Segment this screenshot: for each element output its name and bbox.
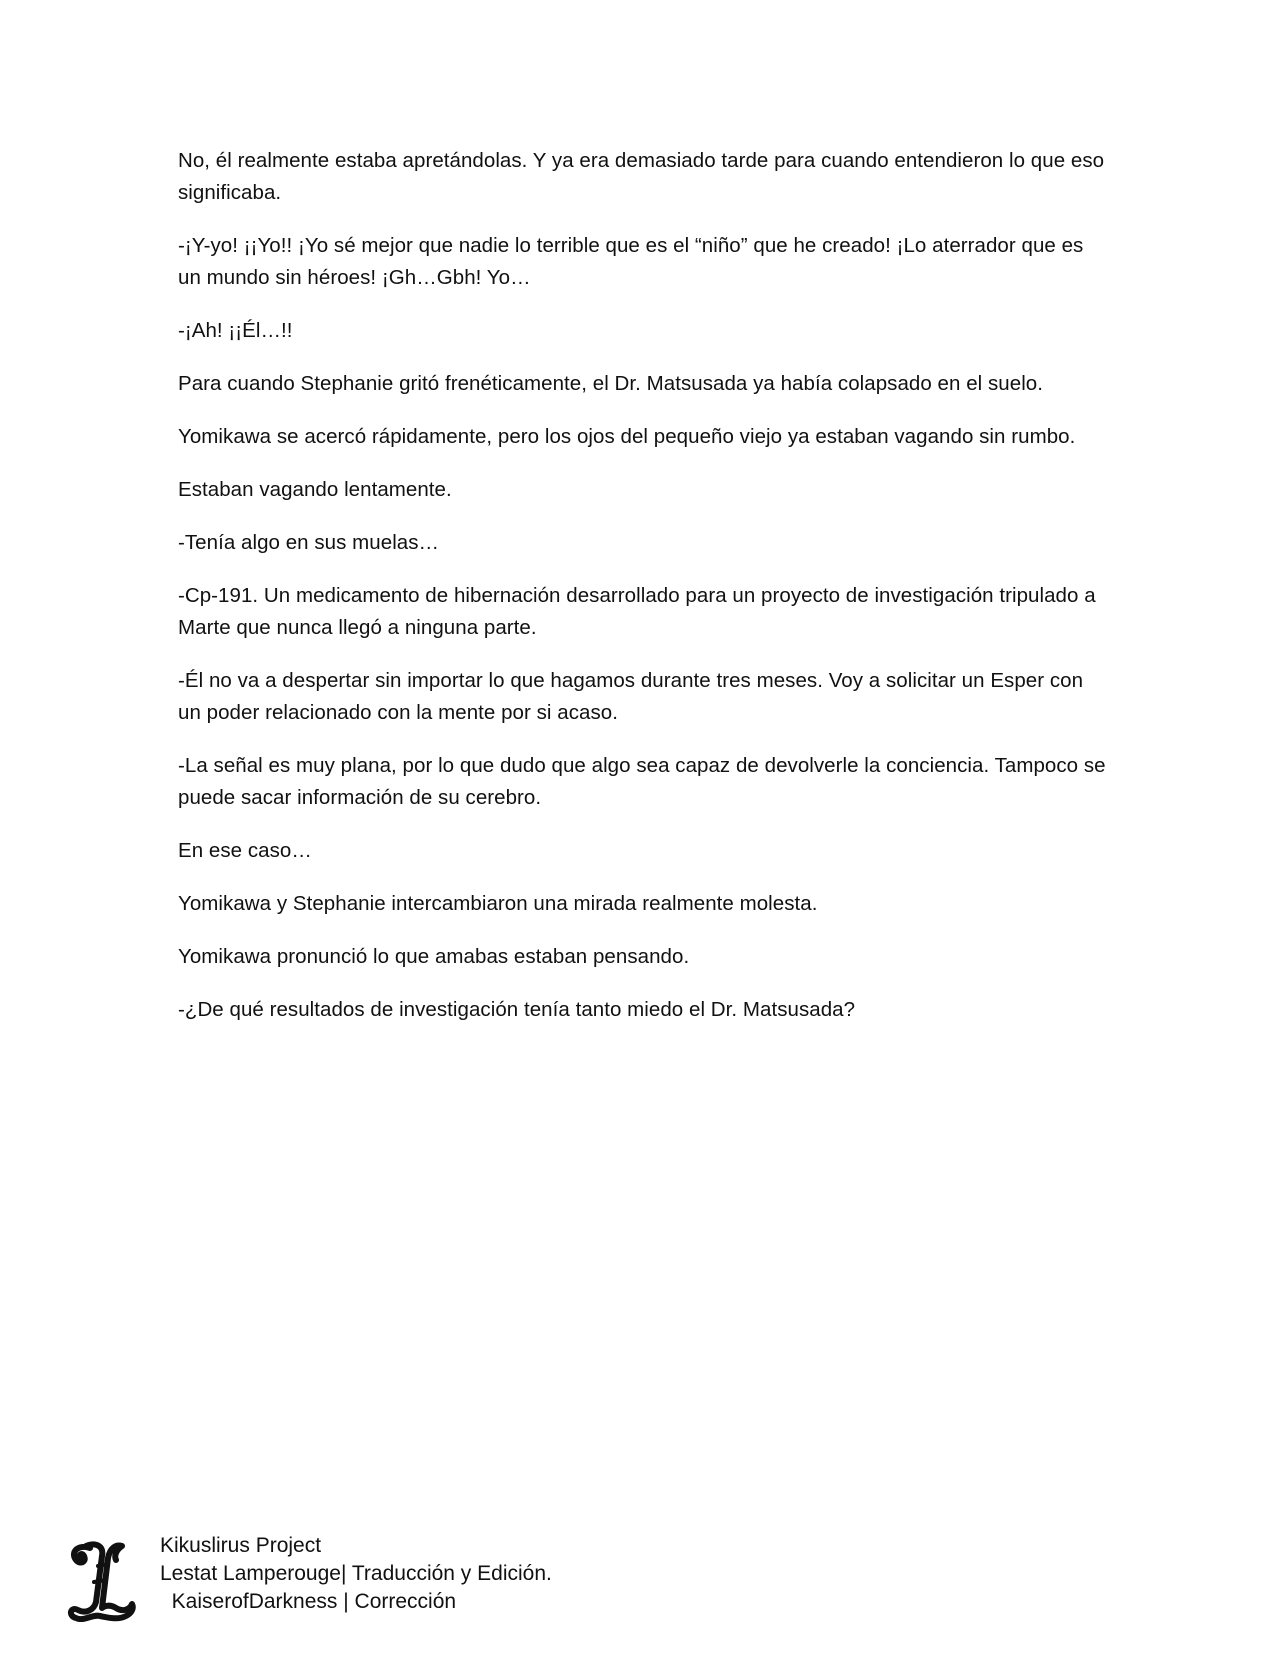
paragraph: En ese caso… — [178, 839, 312, 862]
paragraph: Yomikawa y Stephanie intercambiaron una mirada realmente molesta. — [178, 892, 818, 915]
paragraph: -La señal es muy plana, por lo que dudo que algo sea capaz de devolverle la conciencia. Tampoco se puede sacar información de su cerebro. — [178, 754, 1106, 809]
paragraph: -Tenía algo en sus muelas… — [178, 531, 440, 554]
page-body — [178, 145, 1108, 1047]
paragraph: -¡Y-yo! ¡¡Yo!! ¡Yo sé mejor que nadie lo terrible que es el “niño” que he creado! ¡Lo aterrador que es un mundo sin héroes! ¡Gh…Gbh! Yo… — [178, 234, 1084, 289]
paragraph: Para cuando Stephanie gritó frenéticamente, el Dr. Matsusada ya había colapsado en el suelo. — [178, 372, 1044, 395]
paragraph: Estaban vagando lentamente. — [178, 478, 452, 501]
credits-project: Kikuslirus Project — [160, 1534, 322, 1557]
paragraph: Yomikawa pronunció lo que amabas estaban pensando. — [178, 945, 690, 968]
paragraph: -Cp-191. Un medicamento de hibernación desarrollado para un proyecto de investigación tripulado a Marte que nunca llegó a ninguna parte. — [178, 584, 1096, 639]
gothic-letter-l-icon — [60, 1536, 140, 1622]
page-footer — [60, 1532, 660, 1632]
credits-correction: KaiserofDarkness | Corrección — [160, 1590, 457, 1613]
paragraph: -¿De qué resultados de investigación tenía tanto miedo el Dr. Matsusada? — [178, 998, 856, 1021]
credits — [160, 1532, 552, 1616]
credits-translation: Lestat Lamperouge| Traducción y Edición. — [160, 1562, 552, 1585]
paragraph: Yomikawa se acercó rápidamente, pero los ojos del pequeño viejo ya estaban vagando sin rumbo. — [178, 425, 1076, 448]
paragraph: No, él realmente estaba apretándolas. Y ya era demasiado tarde para cuando entendieron lo que eso significaba. — [178, 149, 1105, 204]
paragraph: -¡Ah! ¡¡Él…!! — [178, 319, 293, 342]
paragraph: -Él no va a despertar sin importar lo que hagamos durante tres meses. Voy a solicitar un Esper con un poder relacionado con la mente por si acaso. — [178, 669, 1084, 724]
